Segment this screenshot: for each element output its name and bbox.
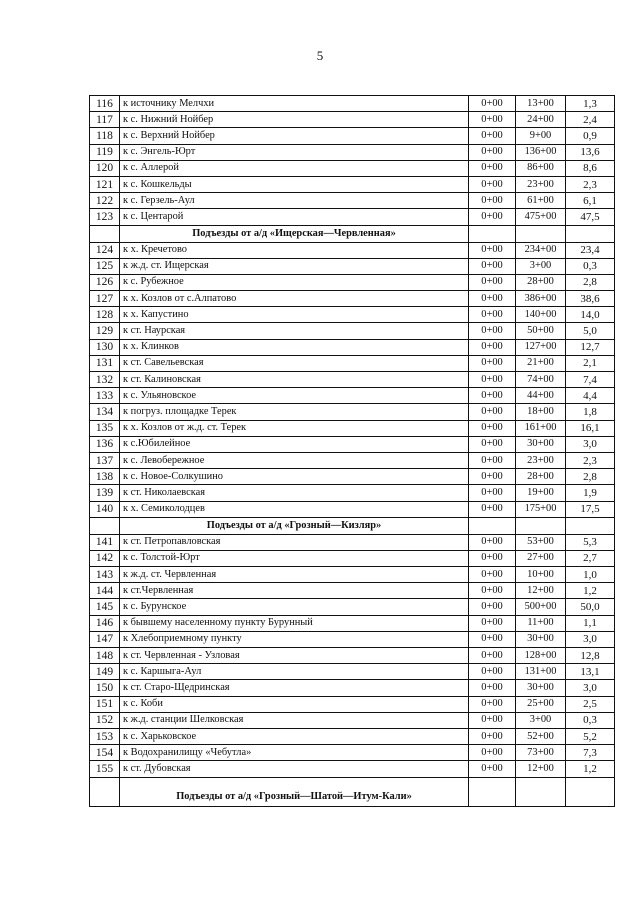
length-km: 1,9 [566,485,615,501]
length-km: 12,8 [566,648,615,664]
end-km: 21+00 [516,355,566,371]
start-km: 0+00 [469,160,516,176]
row-number: 122 [90,193,120,209]
section-num-cell [90,225,120,242]
table-row [90,112,615,128]
start-km: 0+00 [469,469,516,485]
end-km: 86+00 [516,160,566,176]
start-km: 0+00 [469,258,516,274]
end-km: 131+00 [516,664,566,680]
length-km: 1,2 [566,761,615,777]
end-km: 73+00 [516,745,566,761]
table-row [90,307,615,323]
length-km: 0,9 [566,128,615,144]
road-name: к Хлебоприемному пункту [120,631,469,647]
start-km: 0+00 [469,664,516,680]
end-km: 475+00 [516,209,566,225]
row-number: 148 [90,648,120,664]
road-name: к погруз. площадке Терек [120,404,469,420]
start-km: 0+00 [469,96,516,112]
end-km: 30+00 [516,680,566,696]
end-km: 136+00 [516,144,566,160]
row-number: 143 [90,567,120,583]
start-km: 0+00 [469,404,516,420]
road-name: к ст. Николаевская [120,485,469,501]
road-name: к с. Ульяновское [120,388,469,404]
end-km: 127+00 [516,339,566,355]
end-km: 28+00 [516,469,566,485]
end-km: 23+00 [516,452,566,468]
row-number: 152 [90,712,120,728]
start-km: 0+00 [469,291,516,307]
end-km: 28+00 [516,274,566,290]
row-number: 117 [90,112,120,128]
table-row [90,339,615,355]
row-number: 131 [90,355,120,371]
section-end-cell [516,517,566,534]
start-km: 0+00 [469,355,516,371]
length-km: 47,5 [566,209,615,225]
road-name: к источнику Мелчхи [120,96,469,112]
table-row [90,485,615,501]
table-row [90,680,615,696]
table-row [90,452,615,468]
start-km: 0+00 [469,388,516,404]
length-km: 1,0 [566,567,615,583]
table-row [90,160,615,176]
length-km: 2,5 [566,696,615,712]
end-km: 25+00 [516,696,566,712]
length-km: 2,4 [566,112,615,128]
start-km: 0+00 [469,485,516,501]
section-end-cell [516,777,566,806]
road-name: к х. Семиколодцев [120,501,469,517]
section-length-cell [566,777,615,806]
road-name: к с. Кошкельды [120,176,469,192]
row-number: 154 [90,745,120,761]
length-km: 3,0 [566,436,615,452]
end-km: 175+00 [516,501,566,517]
section-start-cell [469,517,516,534]
road-name: к с. Верхний Нойбер [120,128,469,144]
end-km: 18+00 [516,404,566,420]
end-km: 11+00 [516,615,566,631]
row-number: 146 [90,615,120,631]
table-row [90,712,615,728]
table-row [90,144,615,160]
row-number: 124 [90,242,120,258]
start-km: 0+00 [469,696,516,712]
table-row [90,372,615,388]
length-km: 5,2 [566,728,615,744]
road-name: к ст. Дубовская [120,761,469,777]
table-row [90,436,615,452]
row-number: 144 [90,583,120,599]
section-num-cell [90,777,120,806]
section-num-cell [90,517,120,534]
start-km: 0+00 [469,193,516,209]
length-km: 2,7 [566,550,615,566]
end-km: 386+00 [516,291,566,307]
end-km: 12+00 [516,583,566,599]
row-number: 147 [90,631,120,647]
section-header-row [90,517,615,534]
row-number: 149 [90,664,120,680]
end-km: 27+00 [516,550,566,566]
length-km: 0,3 [566,258,615,274]
length-km: 1,2 [566,583,615,599]
table-row [90,404,615,420]
end-km: 9+00 [516,128,566,144]
length-km: 4,4 [566,388,615,404]
road-name: к Водохранилищу «Чебутла» [120,745,469,761]
length-km: 3,0 [566,631,615,647]
end-km: 128+00 [516,648,566,664]
length-km: 2,3 [566,452,615,468]
table-row [90,567,615,583]
start-km: 0+00 [469,550,516,566]
start-km: 0+00 [469,372,516,388]
start-km: 0+00 [469,339,516,355]
table-row [90,209,615,225]
road-name: к с. Рубежное [120,274,469,290]
table-row [90,761,615,777]
table-row [90,728,615,744]
table-row [90,420,615,436]
end-km: 50+00 [516,323,566,339]
road-name: к х. Клинков [120,339,469,355]
start-km: 0+00 [469,534,516,550]
start-km: 0+00 [469,144,516,160]
row-number: 128 [90,307,120,323]
section-start-cell [469,225,516,242]
road-name: к ст.Червленная [120,583,469,599]
end-km: 13+00 [516,96,566,112]
table-row [90,128,615,144]
length-km: 50,0 [566,599,615,615]
length-km: 23,4 [566,242,615,258]
end-km: 53+00 [516,534,566,550]
table-row [90,258,615,274]
length-km: 7,4 [566,372,615,388]
length-km: 2,8 [566,469,615,485]
end-km: 44+00 [516,388,566,404]
end-km: 161+00 [516,420,566,436]
start-km: 0+00 [469,680,516,696]
road-name: к ст. Савельевская [120,355,469,371]
table-row [90,648,615,664]
table-row [90,469,615,485]
start-km: 0+00 [469,648,516,664]
road-name: к ж.д. станции Шелковская [120,712,469,728]
row-number: 153 [90,728,120,744]
row-number: 150 [90,680,120,696]
table-row [90,615,615,631]
length-km: 5,0 [566,323,615,339]
table-row [90,631,615,647]
start-km: 0+00 [469,712,516,728]
length-km: 1,3 [566,96,615,112]
row-number: 145 [90,599,120,615]
road-name: к ст. Старо-Щедринская [120,680,469,696]
section-length-cell [566,517,615,534]
length-km: 7,3 [566,745,615,761]
start-km: 0+00 [469,209,516,225]
row-number: 135 [90,420,120,436]
row-number: 133 [90,388,120,404]
length-km: 13,1 [566,664,615,680]
length-km: 14,0 [566,307,615,323]
table-row [90,323,615,339]
start-km: 0+00 [469,323,516,339]
row-number: 155 [90,761,120,777]
length-km: 2,1 [566,355,615,371]
length-km: 0,3 [566,712,615,728]
start-km: 0+00 [469,631,516,647]
row-number: 125 [90,258,120,274]
end-km: 52+00 [516,728,566,744]
row-number: 132 [90,372,120,388]
length-km: 12,7 [566,339,615,355]
road-name: к с.Юбилейное [120,436,469,452]
table-row [90,664,615,680]
road-name: к х. Козлов от ж.д. ст. Терек [120,420,469,436]
table-row [90,355,615,371]
road-name: к с. Левобережное [120,452,469,468]
row-number: 138 [90,469,120,485]
end-km: 3+00 [516,258,566,274]
start-km: 0+00 [469,728,516,744]
end-km: 500+00 [516,599,566,615]
table-row [90,291,615,307]
road-name: к х. Козлов от с.Алпатово [120,291,469,307]
end-km: 12+00 [516,761,566,777]
start-km: 0+00 [469,242,516,258]
table-row [90,696,615,712]
row-number: 130 [90,339,120,355]
row-number: 134 [90,404,120,420]
start-km: 0+00 [469,745,516,761]
length-km: 2,3 [566,176,615,192]
road-name: к с. Коби [120,696,469,712]
road-name: к х. Капустино [120,307,469,323]
row-number: 121 [90,176,120,192]
end-km: 234+00 [516,242,566,258]
road-name: к с. Толстой-Юрт [120,550,469,566]
end-km: 30+00 [516,436,566,452]
start-km: 0+00 [469,761,516,777]
page-number: 5 [316,48,324,63]
row-number: 116 [90,96,120,112]
road-name: к ст. Червленная - Узловая [120,648,469,664]
section-title: Подъезды от а/д «Грозный—Шатой—Итум-Кали» [120,777,469,806]
length-km: 1,1 [566,615,615,631]
row-number: 141 [90,534,120,550]
table-row [90,274,615,290]
road-name: к с. Каршыга-Аул [120,664,469,680]
table-row [90,745,615,761]
start-km: 0+00 [469,420,516,436]
section-header-row [90,225,615,242]
road-name: к бывшему населенному пункту Бурунный [120,615,469,631]
table-row [90,242,615,258]
table-row [90,534,615,550]
length-km: 17,5 [566,501,615,517]
row-number: 120 [90,160,120,176]
start-km: 0+00 [469,501,516,517]
road-name: к с. Центарой [120,209,469,225]
table-row [90,176,615,192]
row-number: 126 [90,274,120,290]
end-km: 23+00 [516,176,566,192]
length-km: 6,1 [566,193,615,209]
road-name: к ст. Петропавловская [120,534,469,550]
section-title: Подъезды от а/д «Грозный—Кизляр» [120,517,469,534]
road-name: к с. Нижний Нойбер [120,112,469,128]
start-km: 0+00 [469,436,516,452]
start-km: 0+00 [469,307,516,323]
start-km: 0+00 [469,599,516,615]
length-km: 13,6 [566,144,615,160]
section-header-row [90,777,615,806]
end-km: 19+00 [516,485,566,501]
start-km: 0+00 [469,615,516,631]
road-name: к ж.д. ст. Ищерская [120,258,469,274]
table-row [90,501,615,517]
table-row [90,550,615,566]
length-km: 3,0 [566,680,615,696]
table-row [90,599,615,615]
start-km: 0+00 [469,176,516,192]
end-km: 30+00 [516,631,566,647]
row-number: 123 [90,209,120,225]
row-number: 151 [90,696,120,712]
road-name: к с. Бурунское [120,599,469,615]
row-number: 140 [90,501,120,517]
table-row [90,388,615,404]
length-km: 16,1 [566,420,615,436]
road-name: к с. Аллерой [120,160,469,176]
road-name: к с. Герзель-Аул [120,193,469,209]
row-number: 119 [90,144,120,160]
road-name: к с. Новое-Солкушино [120,469,469,485]
end-km: 74+00 [516,372,566,388]
start-km: 0+00 [469,274,516,290]
row-number: 139 [90,485,120,501]
section-end-cell [516,225,566,242]
road-table-body [90,96,615,807]
section-start-cell [469,777,516,806]
start-km: 0+00 [469,583,516,599]
road-table [89,95,615,807]
start-km: 0+00 [469,112,516,128]
row-number: 142 [90,550,120,566]
length-km: 2,8 [566,274,615,290]
start-km: 0+00 [469,452,516,468]
row-number: 137 [90,452,120,468]
row-number: 118 [90,128,120,144]
road-name: к с. Харьковское [120,728,469,744]
road-name: к с. Энгель-Юрт [120,144,469,160]
length-km: 8,6 [566,160,615,176]
length-km: 38,6 [566,291,615,307]
table-row [90,193,615,209]
table-row [90,96,615,112]
section-title: Подъезды от а/д «Ищерская—Червленная» [120,225,469,242]
end-km: 3+00 [516,712,566,728]
end-km: 24+00 [516,112,566,128]
length-km: 1,8 [566,404,615,420]
row-number: 127 [90,291,120,307]
road-name: к х. Кречетово [120,242,469,258]
end-km: 61+00 [516,193,566,209]
table-row [90,583,615,599]
start-km: 0+00 [469,128,516,144]
road-name: к ст. Калиновская [120,372,469,388]
section-length-cell [566,225,615,242]
length-km: 5,3 [566,534,615,550]
row-number: 136 [90,436,120,452]
end-km: 140+00 [516,307,566,323]
road-name: к ст. Наурская [120,323,469,339]
end-km: 10+00 [516,567,566,583]
row-number: 129 [90,323,120,339]
start-km: 0+00 [469,567,516,583]
road-name: к ж.д. ст. Червленная [120,567,469,583]
